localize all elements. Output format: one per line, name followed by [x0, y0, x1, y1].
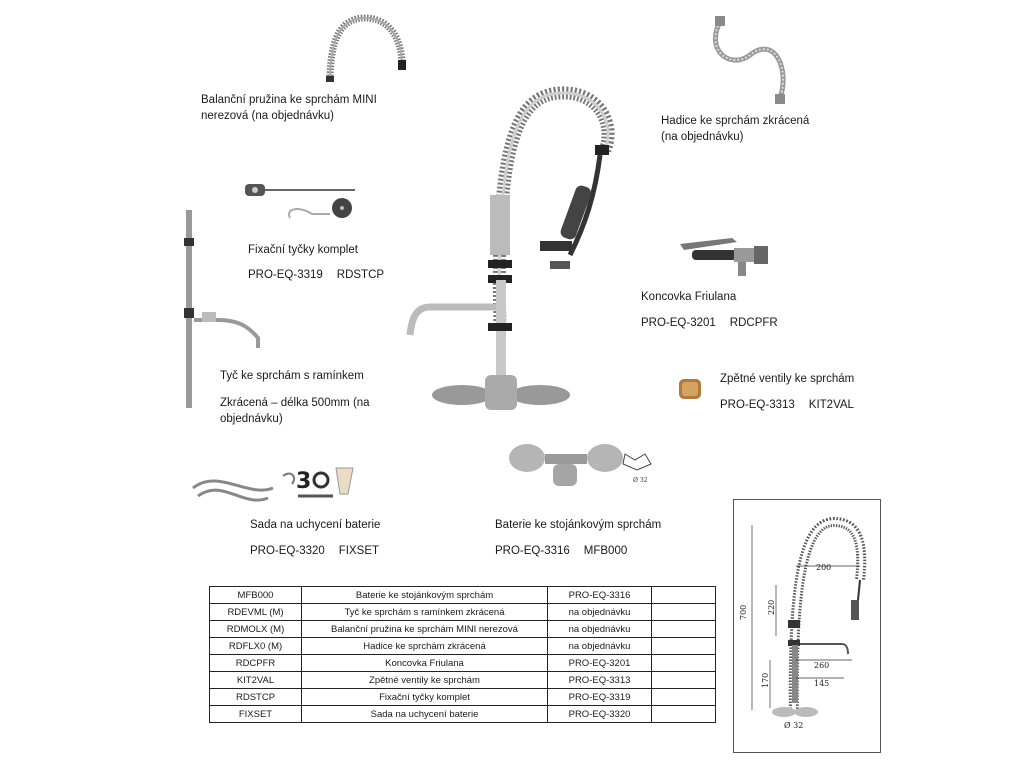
item-bar-title: Tyč ke sprchám s ramínkem	[220, 370, 364, 382]
item-rods-code: PRO-EQ-3319	[248, 269, 323, 281]
item-spring-title2: nerezová (na objednávku)	[201, 110, 334, 122]
item-rods-title: Fixační tyčky komplet	[248, 244, 358, 256]
svg-text:3: 3	[296, 469, 312, 494]
table-cell	[652, 587, 716, 604]
table-row	[210, 587, 716, 604]
item-spring-title: Balanční pružina ke sprchám MINI	[201, 94, 377, 106]
dim-700: 700	[739, 604, 748, 620]
dim-200: 200	[816, 563, 832, 572]
table-cell: RDSTCP	[210, 689, 302, 706]
item-mixer-code-line	[495, 543, 627, 559]
table-cell	[652, 706, 716, 723]
table-row	[210, 706, 716, 723]
item-nozzle-code: PRO-EQ-3201	[641, 317, 716, 329]
table-cell: RDCPFR	[210, 655, 302, 672]
mixer-image	[505, 436, 665, 492]
table-cell: Hadice ke sprchám zkrácená	[302, 638, 548, 655]
table-cell: na objednávku	[548, 621, 652, 638]
fixing-set-image	[188, 458, 363, 510]
item-bar-title2: Zkrácená – délka 500mm (na	[220, 397, 370, 409]
dimension-drawing	[734, 500, 880, 752]
table-cell: PRO-EQ-3201	[548, 655, 652, 672]
table-cell: MFB000	[210, 587, 302, 604]
parts-table	[209, 586, 716, 723]
table-cell: PRO-EQ-3313	[548, 672, 652, 689]
hose-image	[700, 10, 795, 105]
item-nozzle-ref: RDCPFR	[729, 317, 778, 329]
table-cell: KIT2VAL	[210, 672, 302, 689]
table-cell	[652, 621, 716, 638]
item-rods-code-line	[248, 267, 384, 283]
pre-rinse-unit-image	[400, 75, 630, 425]
item-valves-ref: KIT2VAL	[808, 399, 854, 411]
table-cell	[652, 655, 716, 672]
table-row	[210, 689, 716, 706]
dim-145: 145	[814, 679, 830, 688]
item-fixset-ref: FIXSET	[338, 545, 380, 557]
table-cell	[652, 638, 716, 655]
dim-260: 260	[814, 661, 830, 670]
mixer-dim-label: Ø 32	[633, 477, 648, 484]
table-row	[210, 604, 716, 621]
item-mixer-code: PRO-EQ-3316	[495, 545, 570, 557]
table-cell: RDFLX0 (M)	[210, 638, 302, 655]
table-cell: PRO-EQ-3320	[548, 706, 652, 723]
table-row	[210, 638, 716, 655]
table-cell: na objednávku	[548, 638, 652, 655]
table-cell: Fixační tyčky komplet	[302, 689, 548, 706]
dim-220: 220	[767, 599, 776, 615]
table-cell: Zpětné ventily ke sprchám	[302, 672, 548, 689]
item-nozzle-code-line	[641, 315, 778, 331]
table-cell: Sada na uchycení baterie	[302, 706, 548, 723]
table-cell: Balanční pružina ke sprchám MINI nerezová	[302, 621, 548, 638]
table-row	[210, 621, 716, 638]
item-mixer-ref: MFB000	[583, 545, 628, 557]
check-valve-image	[676, 376, 704, 402]
table-row	[210, 672, 716, 689]
table-cell: PRO-EQ-3316	[548, 587, 652, 604]
item-valves-code: PRO-EQ-3313	[720, 399, 795, 411]
dim-170: 170	[761, 672, 770, 688]
item-mixer-title: Baterie ke stojánkovým sprchám	[495, 519, 662, 531]
nozzle-image	[672, 228, 777, 283]
item-fixset-code-line	[250, 543, 379, 559]
table-cell: RDMOLX (M)	[210, 621, 302, 638]
table-cell: FIXSET	[210, 706, 302, 723]
item-nozzle-title: Koncovka Friulana	[641, 291, 737, 303]
table-cell: na objednávku	[548, 604, 652, 621]
item-fixset-code: PRO-EQ-3320	[250, 545, 325, 557]
table-cell: Baterie ke stojánkovým sprchám	[302, 587, 548, 604]
table-cell	[652, 604, 716, 621]
table-cell	[652, 689, 716, 706]
item-rods-ref: RDSTCP	[336, 269, 385, 281]
item-hose-title2: (na objednávku)	[661, 131, 744, 143]
table-cell: RDEVML (M)	[210, 604, 302, 621]
table-cell: PRO-EQ-3319	[548, 689, 652, 706]
item-fixset-title: Sada na uchycení baterie	[250, 519, 381, 531]
item-hose-title: Hadice ke sprchám zkrácená	[661, 115, 810, 127]
table-row	[210, 655, 716, 672]
item-valves-title: Zpětné ventily ke sprchám	[720, 373, 855, 385]
table-cell: Tyč ke sprchám s ramínkem zkrácená	[302, 604, 548, 621]
dimension-diagram	[733, 499, 881, 753]
table-cell	[652, 672, 716, 689]
table-cell: Koncovka Friulana	[302, 655, 548, 672]
item-bar-title3: objednávku)	[220, 413, 283, 425]
dim-diameter: Ø 32	[784, 721, 804, 730]
item-valves-code-line	[720, 397, 854, 413]
